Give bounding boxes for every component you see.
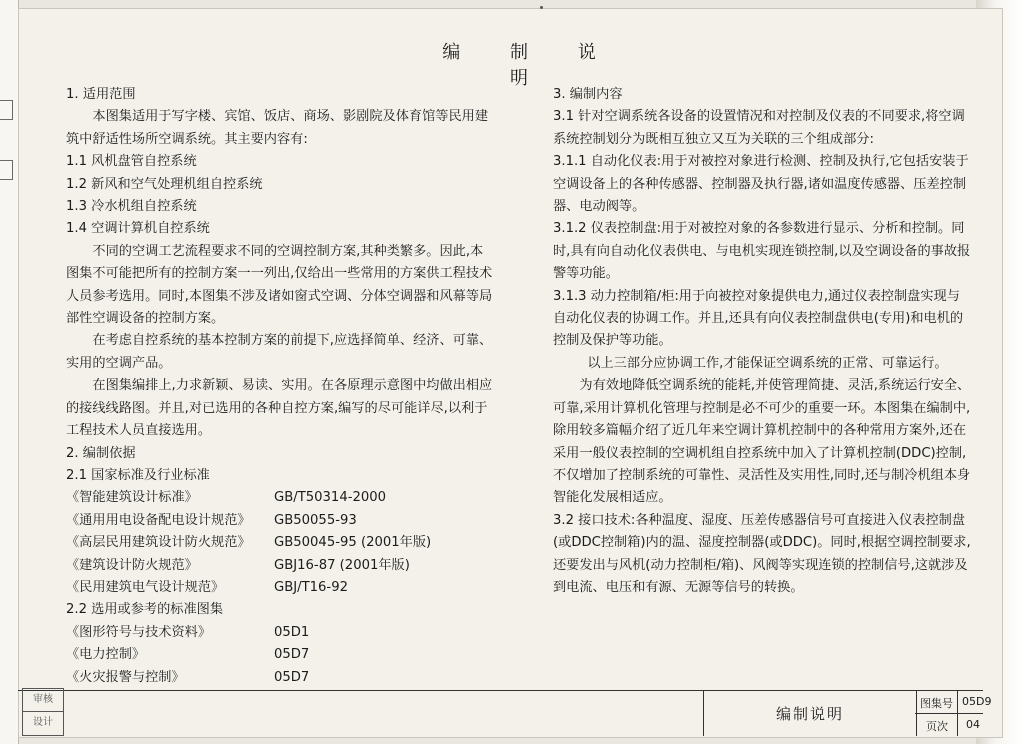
atlas-number-value: 05D9 [962, 695, 992, 708]
binding-tab [0, 160, 13, 180]
standard-name: 《智能建筑设计标准》 [66, 490, 198, 506]
atlas-row [66, 644, 496, 666]
standard-code: GB/T50314-2000 [274, 490, 387, 506]
atlas-name: 《电力控制》 [66, 647, 146, 663]
title-block-divider [915, 713, 983, 714]
page-title: 编 制 说 明 [442, 42, 618, 89]
standard-row [66, 555, 496, 577]
right-column [553, 84, 971, 599]
atlas-row [66, 622, 496, 644]
atlas-number-label: 图集号 [920, 697, 953, 710]
standard-row [66, 510, 496, 532]
atlas-code: 05D7 [274, 647, 310, 663]
section-1-intro: 本图集适用于写字楼、宾馆、饭店、商场、影剧院及体育馆等民用建筑中舒适性场所空调系统。其主要内容有: [66, 109, 489, 147]
signature-box [22, 688, 64, 736]
paragraph: 以上三部分应协调工作,才能保证空调系统的正常、可靠运行。 [587, 355, 948, 371]
section-1-heading: 1. 适用范围 [66, 87, 136, 102]
scope-item: 1.4 空调计算机自控系统 [66, 221, 210, 237]
scope-item: 1.3 冷水机组自控系统 [66, 199, 197, 215]
section-3-heading: 3. 编制内容 [553, 87, 623, 102]
section-3-1-1: 3.1.1 自动化仪表:用于对被控对象进行检测、控制及执行,它包括安装于空调设备上的各种传感器、控制器及执行器,诸如温度传感器、压差控制器、电动阀等。 [553, 154, 969, 215]
page-number-label: 页次 [926, 720, 948, 733]
atlas-name: 《图形符号与技术资料》 [66, 624, 212, 640]
atlas-name: 《火灾报警与控制》 [66, 669, 185, 685]
standard-row [66, 487, 496, 509]
reviewer-label: 审核 [23, 689, 63, 712]
atlas-code: 05D1 [274, 624, 310, 640]
standard-code: GBJ/T16-92 [274, 579, 348, 595]
paragraph: 为有效地降低空调系统的能耗,并使管理简捷、灵活,系统运行安全、可靠,采用计算机化管理与控制是必不可少的重要一环。本图集在编制中,除用较多篇幅介绍了近几年来空调计算机控制中的各种常用方案外,还在采用一般仪表控制的空调机组自控系统中加入了计算机控制(DDC)控制,不仅增加了控制系统的可靠性、灵活性及实用性,同时,还与制冷机组本身智能化发展相适应。 [553, 378, 971, 506]
paragraph: 不同的空调工艺流程要求不同的空调控制方案,其种类繁多。因此,本图集不可能把所有的控制方案一一列出,仅给出一些常用的方案供工程技术人员参考选用。同时,本图集不涉及诸如窗式空调、分体空调器和风幕等局部性空调设备的控制方案。 [66, 243, 493, 327]
section-2-2-heading: 2.2 选用或参考的标准图集 [66, 602, 224, 618]
designer-label: 设计 [33, 717, 53, 728]
section-3-1-3: 3.1.3 动力控制箱/柜:用于向被控对象提供电力,通过仪表控制盘实现与自动化仪表的协调工作。并且,还具有向仪表控制盘供电(专用)和电机的控制及保护等功能。 [553, 288, 964, 349]
standard-row [66, 532, 496, 554]
section-3-1: 3.1 针对空调系统各设备的设置情况和对控制及仪表的不同要求,将空调系统控制划分为既相互独立又互为关联的三个组成部分: [553, 109, 965, 147]
standard-code: GBJ16-87 (2001年版) [274, 557, 410, 573]
title-block-divider [957, 690, 958, 736]
standard-code: GB50045-95 (2001年版) [274, 535, 432, 551]
center-dot [540, 6, 543, 9]
atlas-row [66, 667, 496, 689]
standard-code: GB50055-93 [274, 512, 357, 528]
standard-name: 《民用建筑电气设计规范》 [66, 579, 225, 595]
standard-row [66, 577, 496, 599]
standard-name: 《高层民用建筑设计防火规范》 [66, 535, 251, 551]
page-number-value: 04 [966, 718, 980, 731]
section-3-1-2: 3.1.2 仪表控制盘:用于对被控对象的各参数进行显示、分析和控制。同时,具有向自动化仪表供电、与电机实现连锁控制,以及空调设备的事故报警等功能。 [553, 221, 971, 282]
scope-item: 1.1 风机盘管自控系统 [66, 154, 197, 170]
section-3-2: 3.2 接口技术:各种温度、湿度、压差传感器信号可直接进入仪表控制盘(或DDC控制箱)内的温、湿度控制器(或DDC)。同时,根据空调控制要求,还要发出与风机(动力控制柜/箱)、风阀等实现连锁的控制信号,这就涉及到电流、电压和有源、无源等信号的转换。 [553, 512, 971, 595]
left-column [66, 84, 496, 689]
scope-item: 1.2 新风和空气处理机组自控系统 [66, 176, 263, 192]
standard-name: 《建筑设计防火规范》 [66, 557, 198, 573]
binding-tab [0, 100, 13, 120]
section-2-heading: 2. 编制依据 [66, 445, 136, 461]
binding-edge [0, 0, 19, 744]
section-2-1-heading: 2.1 国家标准及行业标准 [66, 467, 210, 483]
standard-name: 《通用用电设备配电设计规范》 [66, 512, 251, 528]
drawing-name: 编制说明 [775, 704, 844, 723]
atlas-code: 05D7 [274, 669, 310, 685]
paragraph: 在图集编排上,力求新颖、易读、实用。在各原理示意图中均做出相应的接线线路图。并且,对已选用的各种自控方案,编写的尽可能详尽,以利于工程技术人员直接选用。 [66, 378, 493, 439]
paragraph: 在考虑自控系统的基本控制方案的前提下,应选择简单、经济、可靠、实用的空调产品。 [66, 333, 493, 371]
